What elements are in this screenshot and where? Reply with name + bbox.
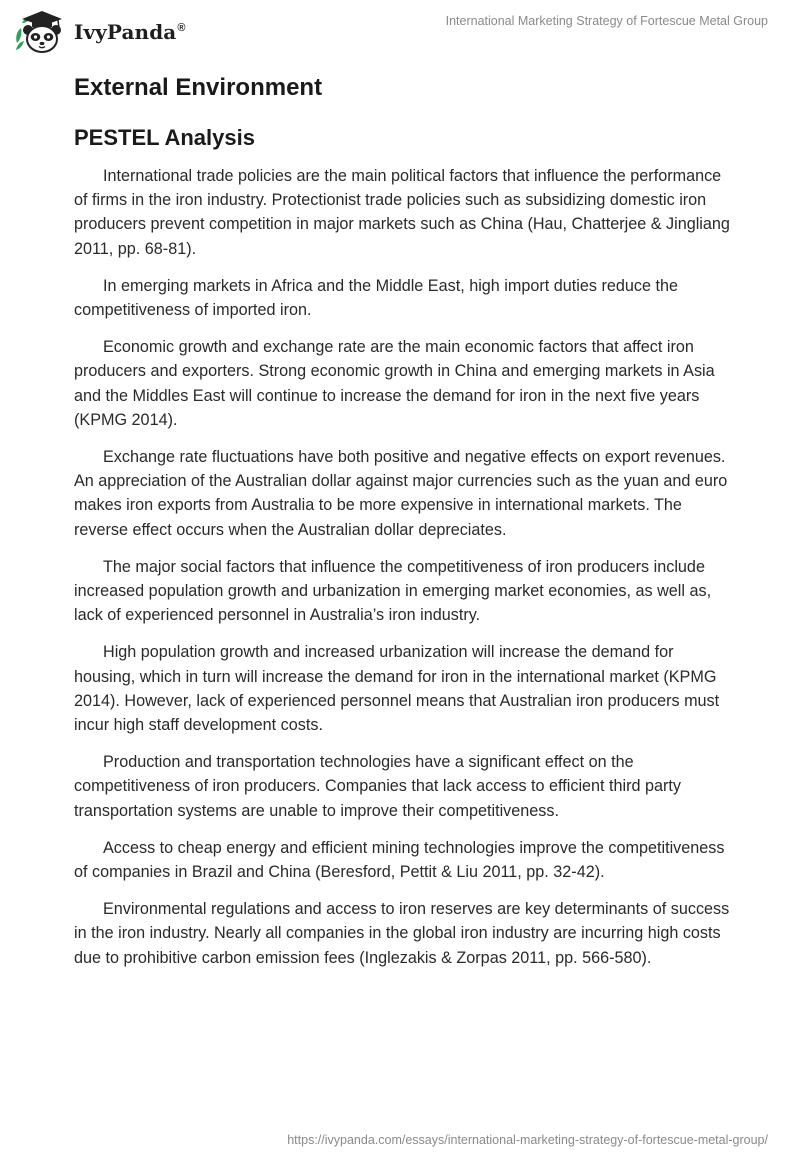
- paragraph: Environmental regulations and access to iron reserves are key determinants of success in the iron industry. Nearly all companies in the global iron industry are incurring high costs due to prohibitive carbon emission fees (Inglezakis & Zorpas 2011, pp. 566-580).: [74, 900, 730, 967]
- paragraph: In emerging markets in Africa and the Middle East, high import duties reduce the competitiveness of imported iron.: [74, 276, 678, 320]
- paragraph: Economic growth and exchange rate are the main economic factors that affect iron producers and exporters. Strong economic growth in China and emerging markets in Asia and the Middles East will continue to increase the demand for iron in the next five years (KPMG 2014).: [74, 338, 715, 429]
- brand-logo[interactable]: [14, 9, 186, 55]
- panda-graduate-icon: [14, 9, 68, 55]
- registered-mark: ®: [177, 22, 186, 35]
- source-url-link[interactable]: https://ivypanda.com/essays/international-marketing-strategy-of-fortescue-metal-group/: [287, 1133, 768, 1147]
- paragraph: Production and transportation technologies have a significant effect on the competitiveness of iron producers. Companies that lack access to efficient third party transportation systems are unable to improve their competitiveness.: [74, 753, 682, 820]
- paragraph: High population growth and increased urbanization will increase the demand for housing, which in turn will increase the demand for iron in the international market (KPMG 2014). However, lack of experienced personnel means that Australian iron producers must incur high staff development costs.: [74, 643, 720, 735]
- paragraph: International trade policies are the main political factors that influence the performance of firms in the iron industry. Protectionist trade policies such as subsidizing domestic iron producers prevent competition in major markets such as China (Hau, Chatterjee & Jingliang 2011, pp. 68-81).: [74, 167, 730, 258]
- paragraph: Access to cheap energy and efficient mining technologies improve the competitiveness of companies in Brazil and China (Beresford, Pettit & Liu 2011, pp. 32-42).: [74, 838, 725, 882]
- paragraph: Exchange rate fluctuations have both positive and negative effects on export revenues. An appreciation of the Australian dollar against major currencies such as the yuan and euro makes iron exports from Australia to be more expensive in international markets. The reverse effect occurs when the Australian dollar depreciates.: [74, 448, 728, 539]
- page-header: [0, 0, 800, 64]
- section-title: External Environment: [74, 74, 323, 101]
- document-title: International Marketing Strategy of Fortescue Metal Group: [445, 14, 768, 28]
- paragraph: The major social factors that influence the competitiveness of iron producers include increased population growth and urbanization in emerging market economies, as well as, lack of experienced personnel in Australia’s iron industry.: [74, 557, 712, 625]
- article-body: [74, 72, 734, 983]
- subsection-title: PESTEL Analysis: [74, 125, 255, 150]
- brand-name: IvyPanda®: [74, 20, 186, 44]
